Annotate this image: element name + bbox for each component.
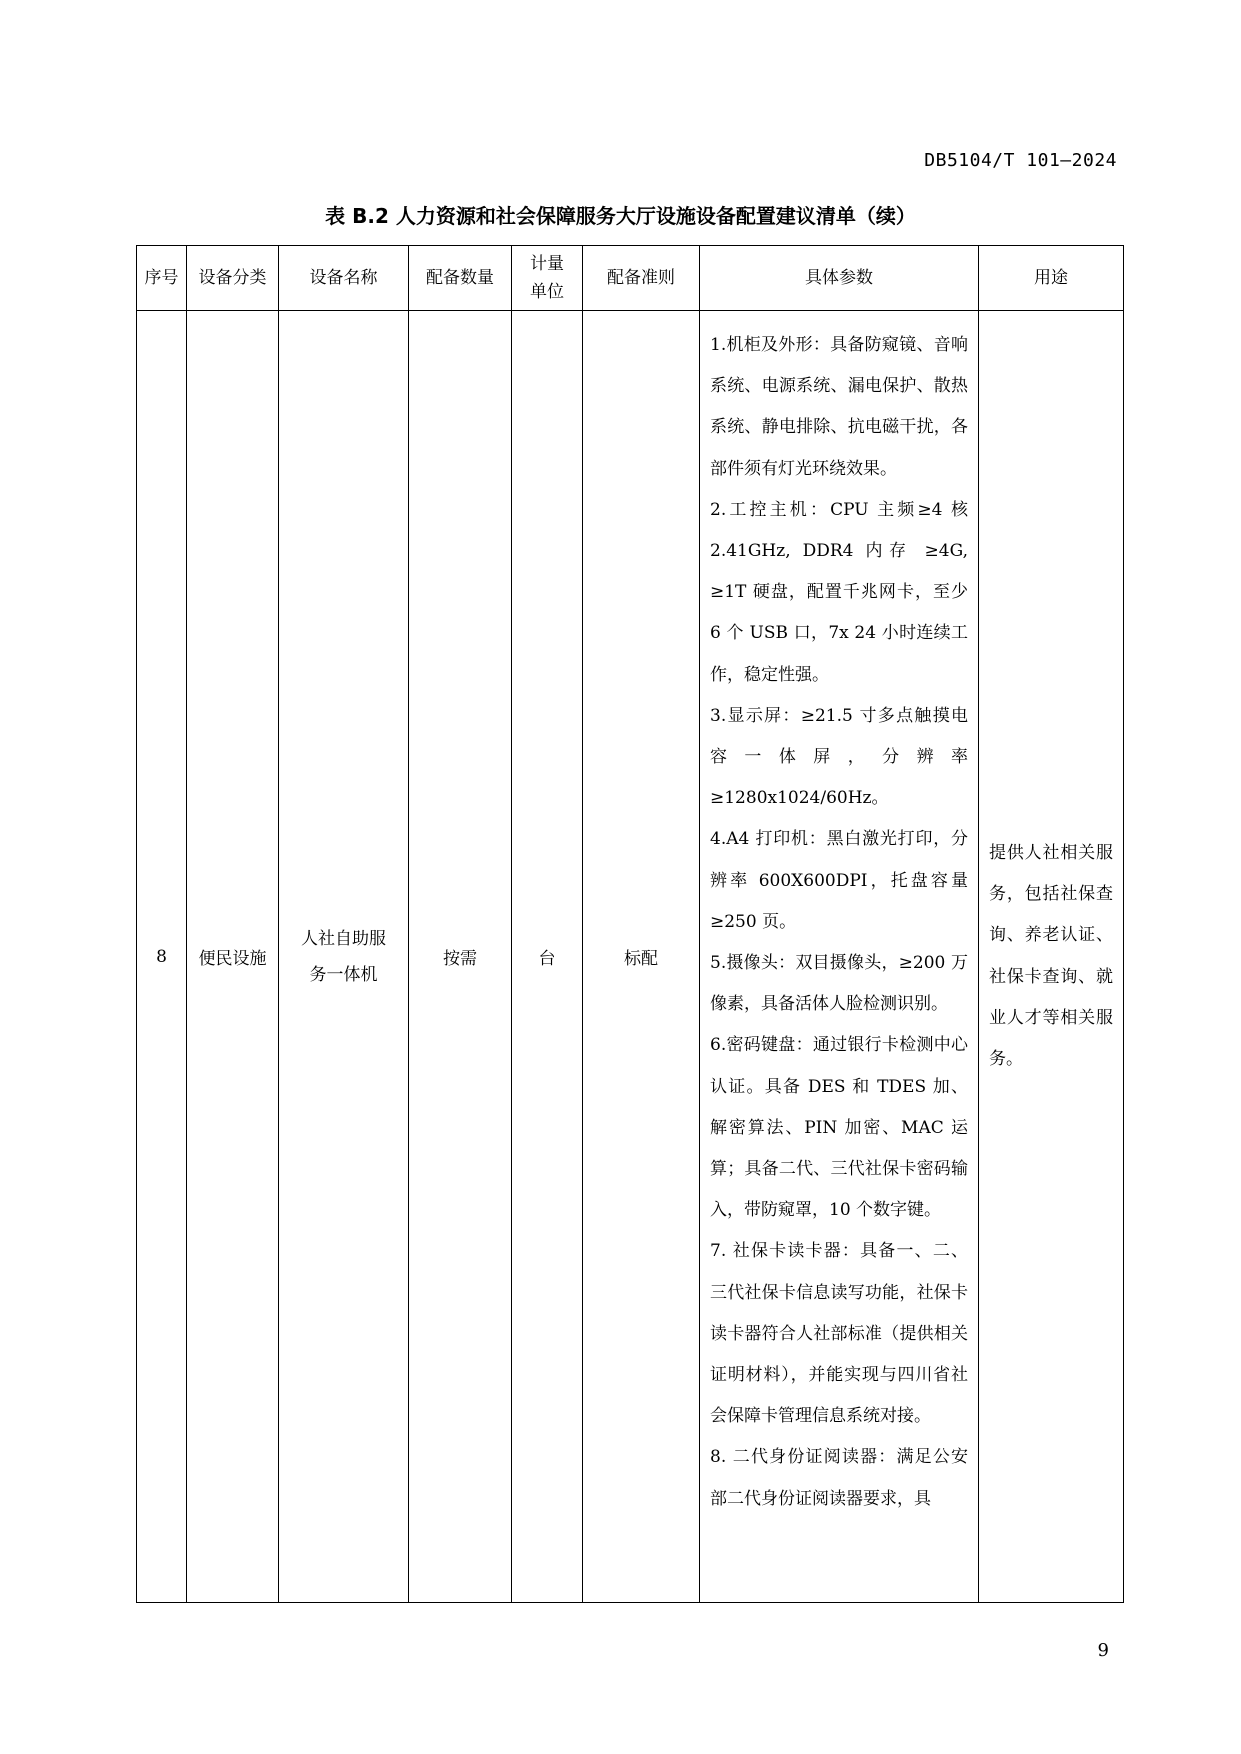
param-item: 5.摄像头：双目摄像头，≥200 万像素，具备活体人脸检测识别。 [710, 953, 968, 1015]
param-item: 8. 二代身份证阅读器：满足公安部二代身份证阅读器要求，具 [710, 1447, 968, 1509]
param-item: 4.A4 打印机：黑白激光打印，分辨率 600X600DPI，托盘容量≥250 页。 [710, 829, 968, 932]
page-number: 9 [1097, 1640, 1109, 1661]
document-code: DB5104/T 101—2024 [924, 150, 1117, 171]
cell-purpose: 提供人社相关服务，包括社保查询、养老认证、社保卡查询、就业人才等相关服务。 [979, 311, 1124, 1603]
cell-params [700, 311, 979, 1603]
cell-name: 人社自助服务一体机 [279, 311, 409, 1603]
col-header-purpose: 用途 [979, 246, 1124, 311]
col-header-name: 设备名称 [279, 246, 409, 311]
param-item: 1.机柜及外形：具备防窥镜、音响系统、电源系统、漏电保护、散热系统、静电排除、抗电磁干扰，各部件须有灯光环绕效果。 [710, 335, 968, 479]
cell-quantity: 按需 [409, 311, 512, 1603]
table-row [137, 311, 1124, 1603]
col-header-index: 序号 [137, 246, 187, 311]
cell-unit: 台 [512, 311, 583, 1603]
table-title: 表 B.2 人力资源和社会保障服务大厅设施设备配置建议清单（续） [325, 204, 916, 228]
param-item: 2.工控主机：CPU 主频≥4 核 2.41GHz, DDR4 内存 ≥4G, ≥1T 硬盘，配置千兆网卡，至少 6 个 USB 口，7x 24 小时连续工作，稳定性强。 [710, 499, 968, 685]
col-header-rule: 配备准则 [583, 246, 700, 311]
cell-rule: 标配 [583, 311, 700, 1603]
col-header-quantity: 配备数量 [409, 246, 512, 311]
col-header-category: 设备分类 [187, 246, 279, 311]
param-item: 7. 社保卡读卡器：具备一、二、三代社保卡信息读写功能，社保卡读卡器符合人社部标准（提供相关证明材料），并能实现与四川省社会保障卡管理信息系统对接。 [710, 1241, 968, 1427]
table-header-row [137, 246, 1124, 311]
param-item: 6.密码键盘：通过银行卡检测中心认证。具备 DES 和 TDES 加、解密算法、PIN 加密、MAC 运算；具备二代、三代社保卡密码输入，带防窥罩，10 个数字键。 [710, 1035, 968, 1221]
cell-index: 8 [137, 311, 187, 1603]
equipment-config-table [136, 245, 1124, 1603]
param-item: 3.显示屏：≥21.5 寸多点触摸电容一体屏，分辨率≥1280x1024/60Hz。 [710, 705, 968, 809]
col-header-unit: 计量单位 [512, 246, 583, 311]
col-header-params: 具体参数 [700, 246, 979, 311]
cell-category: 便民设施 [187, 311, 279, 1603]
